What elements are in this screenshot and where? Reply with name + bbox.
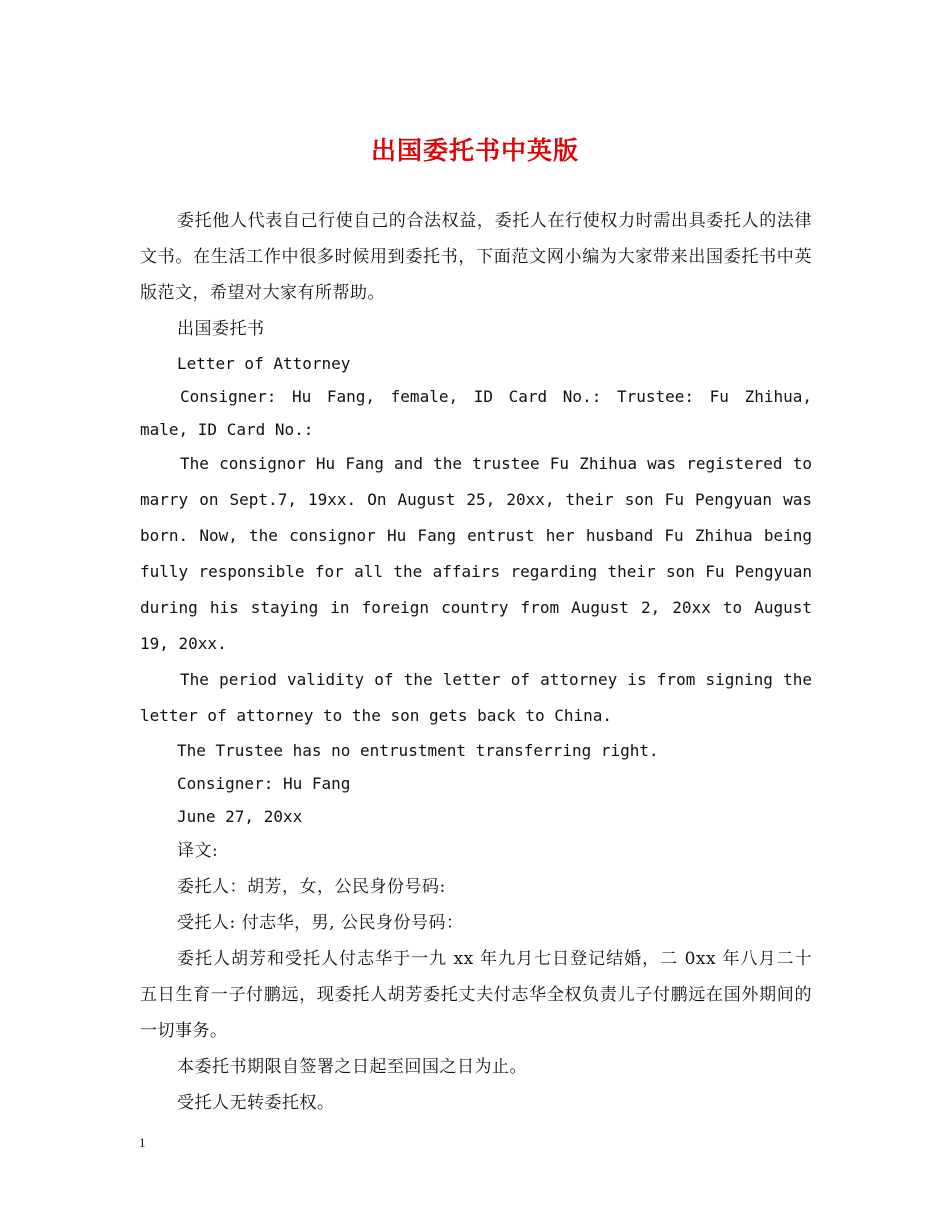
validity-clause-english: The period validity of the letter of attorney is from signing the letter of attorney to the son gets back to China. bbox=[140, 670, 812, 725]
date-english: June 27, 20xx bbox=[177, 807, 303, 826]
main-clause-english: The consignor Hu Fang and the trustee Fu Zhihua was registered to marry on Sept.7, 19xx. On August 25, 20xx, their son Fu Pengyuan was born. Now, the consignor Hu Fang entrust her husband Fu Zhihua being fully responsible for all the affairs regarding their son Fu Pengyuan during his staying in foreign country from August 2, 20xx to August 19, 20xx. bbox=[140, 454, 812, 653]
consigner-info-chinese: 委托人：胡芳，女，公民身份号码: bbox=[177, 877, 446, 897]
no-transfer-chinese: 受托人无转委托权。 bbox=[177, 1093, 335, 1113]
intro-paragraph: 委托他人代表自己行使自己的合法权益，委托人在行使权力时需出具委托人的法律文书。在生活工作中很多时候用到委托书，下面范文网小编为大家带来出国委托书中英版范文，希望对大家有所帮助。 bbox=[140, 211, 812, 303]
no-transfer-english: The Trustee has no entrustment transferring right. bbox=[177, 741, 659, 760]
document-body bbox=[140, 203, 812, 1121]
consigner-info-english: Consigner: Hu Fang, female, ID Card No.: Trustee: Fu Zhihua, male, ID Card No.: bbox=[140, 387, 812, 439]
english-heading: Letter of Attorney bbox=[177, 354, 351, 373]
trustee-info-chinese: 受托人: 付志华，男, 公民身份号码： bbox=[177, 913, 464, 933]
main-clause-chinese: 委托人胡芳和受托人付志华于一九 xx 年九月七日登记结婚，二 0xx 年八月二十五日生育一子付鹏远，现委托人胡芳委托丈夫付志华全权负责儿子付鹏远在国外期间的一切事务。 bbox=[140, 949, 812, 1041]
validity-clause-chinese: 本委托书期限自签署之日起至回国之日为止。 bbox=[177, 1057, 527, 1077]
chinese-heading: 出国委托书 bbox=[177, 319, 265, 339]
page-number: 1 bbox=[139, 1135, 146, 1150]
translation-label: 译文: bbox=[177, 841, 219, 861]
page-title: 出国委托书中英版 bbox=[370, 136, 579, 165]
signature-english: Consigner: Hu Fang bbox=[177, 774, 351, 793]
